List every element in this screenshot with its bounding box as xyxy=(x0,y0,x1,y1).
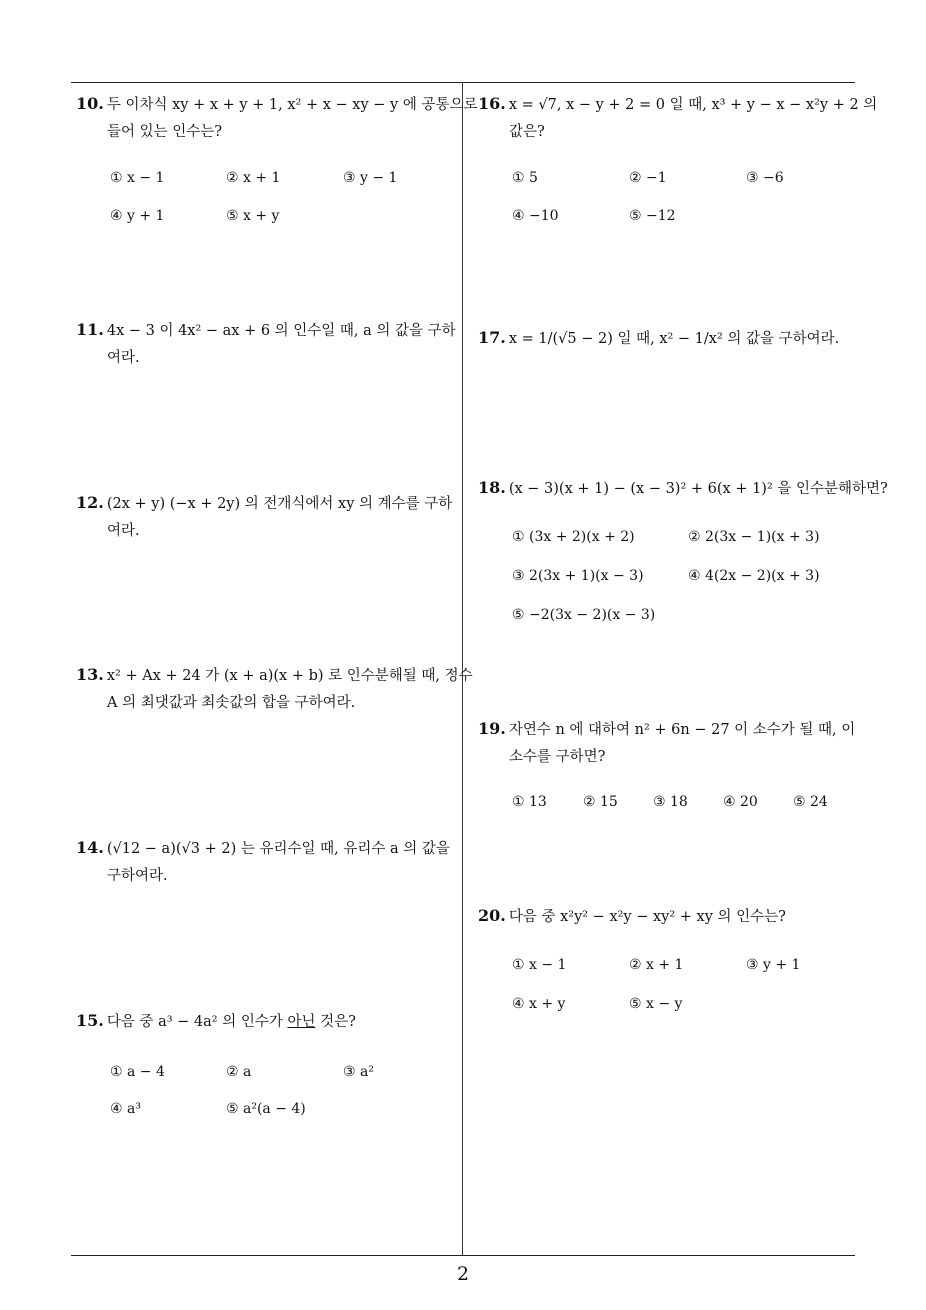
problem-12 xyxy=(76,489,452,545)
choice-3[interactable]: ③ y + 1 xyxy=(746,957,801,973)
problem-text-cont: 들어 있는 인수는? xyxy=(107,124,223,140)
choice-2[interactable]: ② a xyxy=(226,1064,252,1080)
problem-text: x = √7, x − y + 2 = 0 일 때, x³ + y − x − x²y + 2 의 xyxy=(508,97,878,113)
choice-1[interactable]: ① x − 1 xyxy=(512,957,567,973)
problem-text: 자연수 n 에 대하여 n² + 6n − 27 이 소수가 될 때, 이 xyxy=(508,722,856,738)
problem-text: x² + Ax + 24 가 (x + a)(x + b) 로 인수분해될 때, 정수 xyxy=(106,668,473,684)
problem-text-end: 것은? xyxy=(315,1014,356,1030)
problem-text-cont: 여라. xyxy=(107,350,140,366)
choice-4[interactable]: ④ −10 xyxy=(512,208,559,224)
choice-1[interactable]: ① 5 xyxy=(512,170,538,186)
choice-5[interactable]: ⑤ a²(a − 4) xyxy=(226,1101,306,1117)
problem-text: (√12 − a)(√3 + 2) 는 유리수일 때, 유리수 a 의 값을 xyxy=(106,841,450,857)
problem-text: x = 1/(√5 − 2) 일 때, x² − 1/x² 의 값을 구하여라. xyxy=(508,331,840,347)
problem-text: 다음 중 x²y² − x²y − xy² + xy 의 인수는? xyxy=(508,909,786,925)
problem-number: 15. xyxy=(76,1011,104,1030)
choice-3[interactable]: ③ a² xyxy=(343,1064,374,1080)
choice-2[interactable]: ② 2(3x − 1)(x + 3) xyxy=(688,529,820,545)
choice-4[interactable]: ④ 20 xyxy=(723,794,758,810)
problem-text-cont: 여라. xyxy=(107,523,140,539)
choice-3[interactable]: ③ 2(3x + 1)(x − 3) xyxy=(512,568,644,584)
choice-3[interactable]: ③ 18 xyxy=(653,794,688,810)
choice-2[interactable]: ② 15 xyxy=(583,794,618,810)
problem-number: 11. xyxy=(76,320,104,339)
problem-number: 14. xyxy=(76,838,104,857)
choice-2[interactable]: ② −1 xyxy=(629,170,667,186)
problem-text-cont: 구하여라. xyxy=(107,868,168,884)
problem-text: 4x − 3 이 4x² − ax + 6 의 인수일 때, a 의 값을 구하 xyxy=(106,323,456,339)
choice-2[interactable]: ② x + 1 xyxy=(226,170,281,186)
problem-number: 13. xyxy=(76,665,104,684)
choice-4[interactable]: ④ a³ xyxy=(110,1101,141,1117)
problem-18 xyxy=(478,474,888,503)
problem-text-cont: A 의 최댓값과 최솟값의 합을 구하여라. xyxy=(107,695,356,711)
choice-5[interactable]: ⑤ x + y xyxy=(226,208,280,224)
footer-rule xyxy=(71,1255,855,1256)
underlined-word: 아닌 xyxy=(287,1014,316,1030)
problem-13 xyxy=(76,661,473,717)
problem-number: 20. xyxy=(478,906,506,925)
choice-3[interactable]: ③ −6 xyxy=(746,170,784,186)
choice-3[interactable]: ③ y − 1 xyxy=(343,170,398,186)
problem-number: 17. xyxy=(478,328,506,347)
problem-17 xyxy=(478,324,839,353)
choice-1[interactable]: ① 13 xyxy=(512,794,547,810)
problem-number: 19. xyxy=(478,719,506,738)
problem-text-cont: 소수를 구하면? xyxy=(509,749,606,765)
choice-1[interactable]: ① (3x + 2)(x + 2) xyxy=(512,529,635,545)
choice-4[interactable]: ④ y + 1 xyxy=(110,208,165,224)
choice-5[interactable]: ⑤ x − y xyxy=(629,996,683,1012)
problem-number: 18. xyxy=(478,478,506,497)
page-number: 2 xyxy=(456,1263,470,1285)
choice-1[interactable]: ① x − 1 xyxy=(110,170,165,186)
header-rule xyxy=(71,82,855,83)
problem-text-cont: 값은? xyxy=(509,124,545,140)
choice-2[interactable]: ② x + 1 xyxy=(629,957,684,973)
problem-text: (x − 3)(x + 1) − (x − 3)² + 6(x + 1)² 을 인수분해하면? xyxy=(508,481,888,497)
problem-text: 다음 중 a³ − 4a² 의 인수가 xyxy=(106,1014,288,1030)
problem-number: 10. xyxy=(76,94,104,113)
problem-20 xyxy=(478,902,786,931)
problem-10 xyxy=(76,90,477,146)
problem-15 xyxy=(76,1007,356,1036)
problem-19 xyxy=(478,715,855,771)
problem-11 xyxy=(76,316,456,372)
problem-number: 12. xyxy=(76,493,104,512)
problem-text: 두 이차식 xy + x + y + 1, x² + x − xy − y 에 공통으로 xyxy=(106,97,478,113)
choice-5[interactable]: ⑤ 24 xyxy=(793,794,828,810)
choice-4[interactable]: ④ 4(2x − 2)(x + 3) xyxy=(688,568,820,584)
choice-1[interactable]: ① a − 4 xyxy=(110,1064,165,1080)
choice-5[interactable]: ⑤ −12 xyxy=(629,208,676,224)
choice-5[interactable]: ⑤ −2(3x − 2)(x − 3) xyxy=(512,607,656,623)
problem-16 xyxy=(478,90,877,146)
problem-14 xyxy=(76,834,450,890)
problem-number: 16. xyxy=(478,94,506,113)
choice-4[interactable]: ④ x + y xyxy=(512,996,566,1012)
problem-text: (2x + y) (−x + 2y) 의 전개식에서 xy 의 계수를 구하 xyxy=(106,496,453,512)
